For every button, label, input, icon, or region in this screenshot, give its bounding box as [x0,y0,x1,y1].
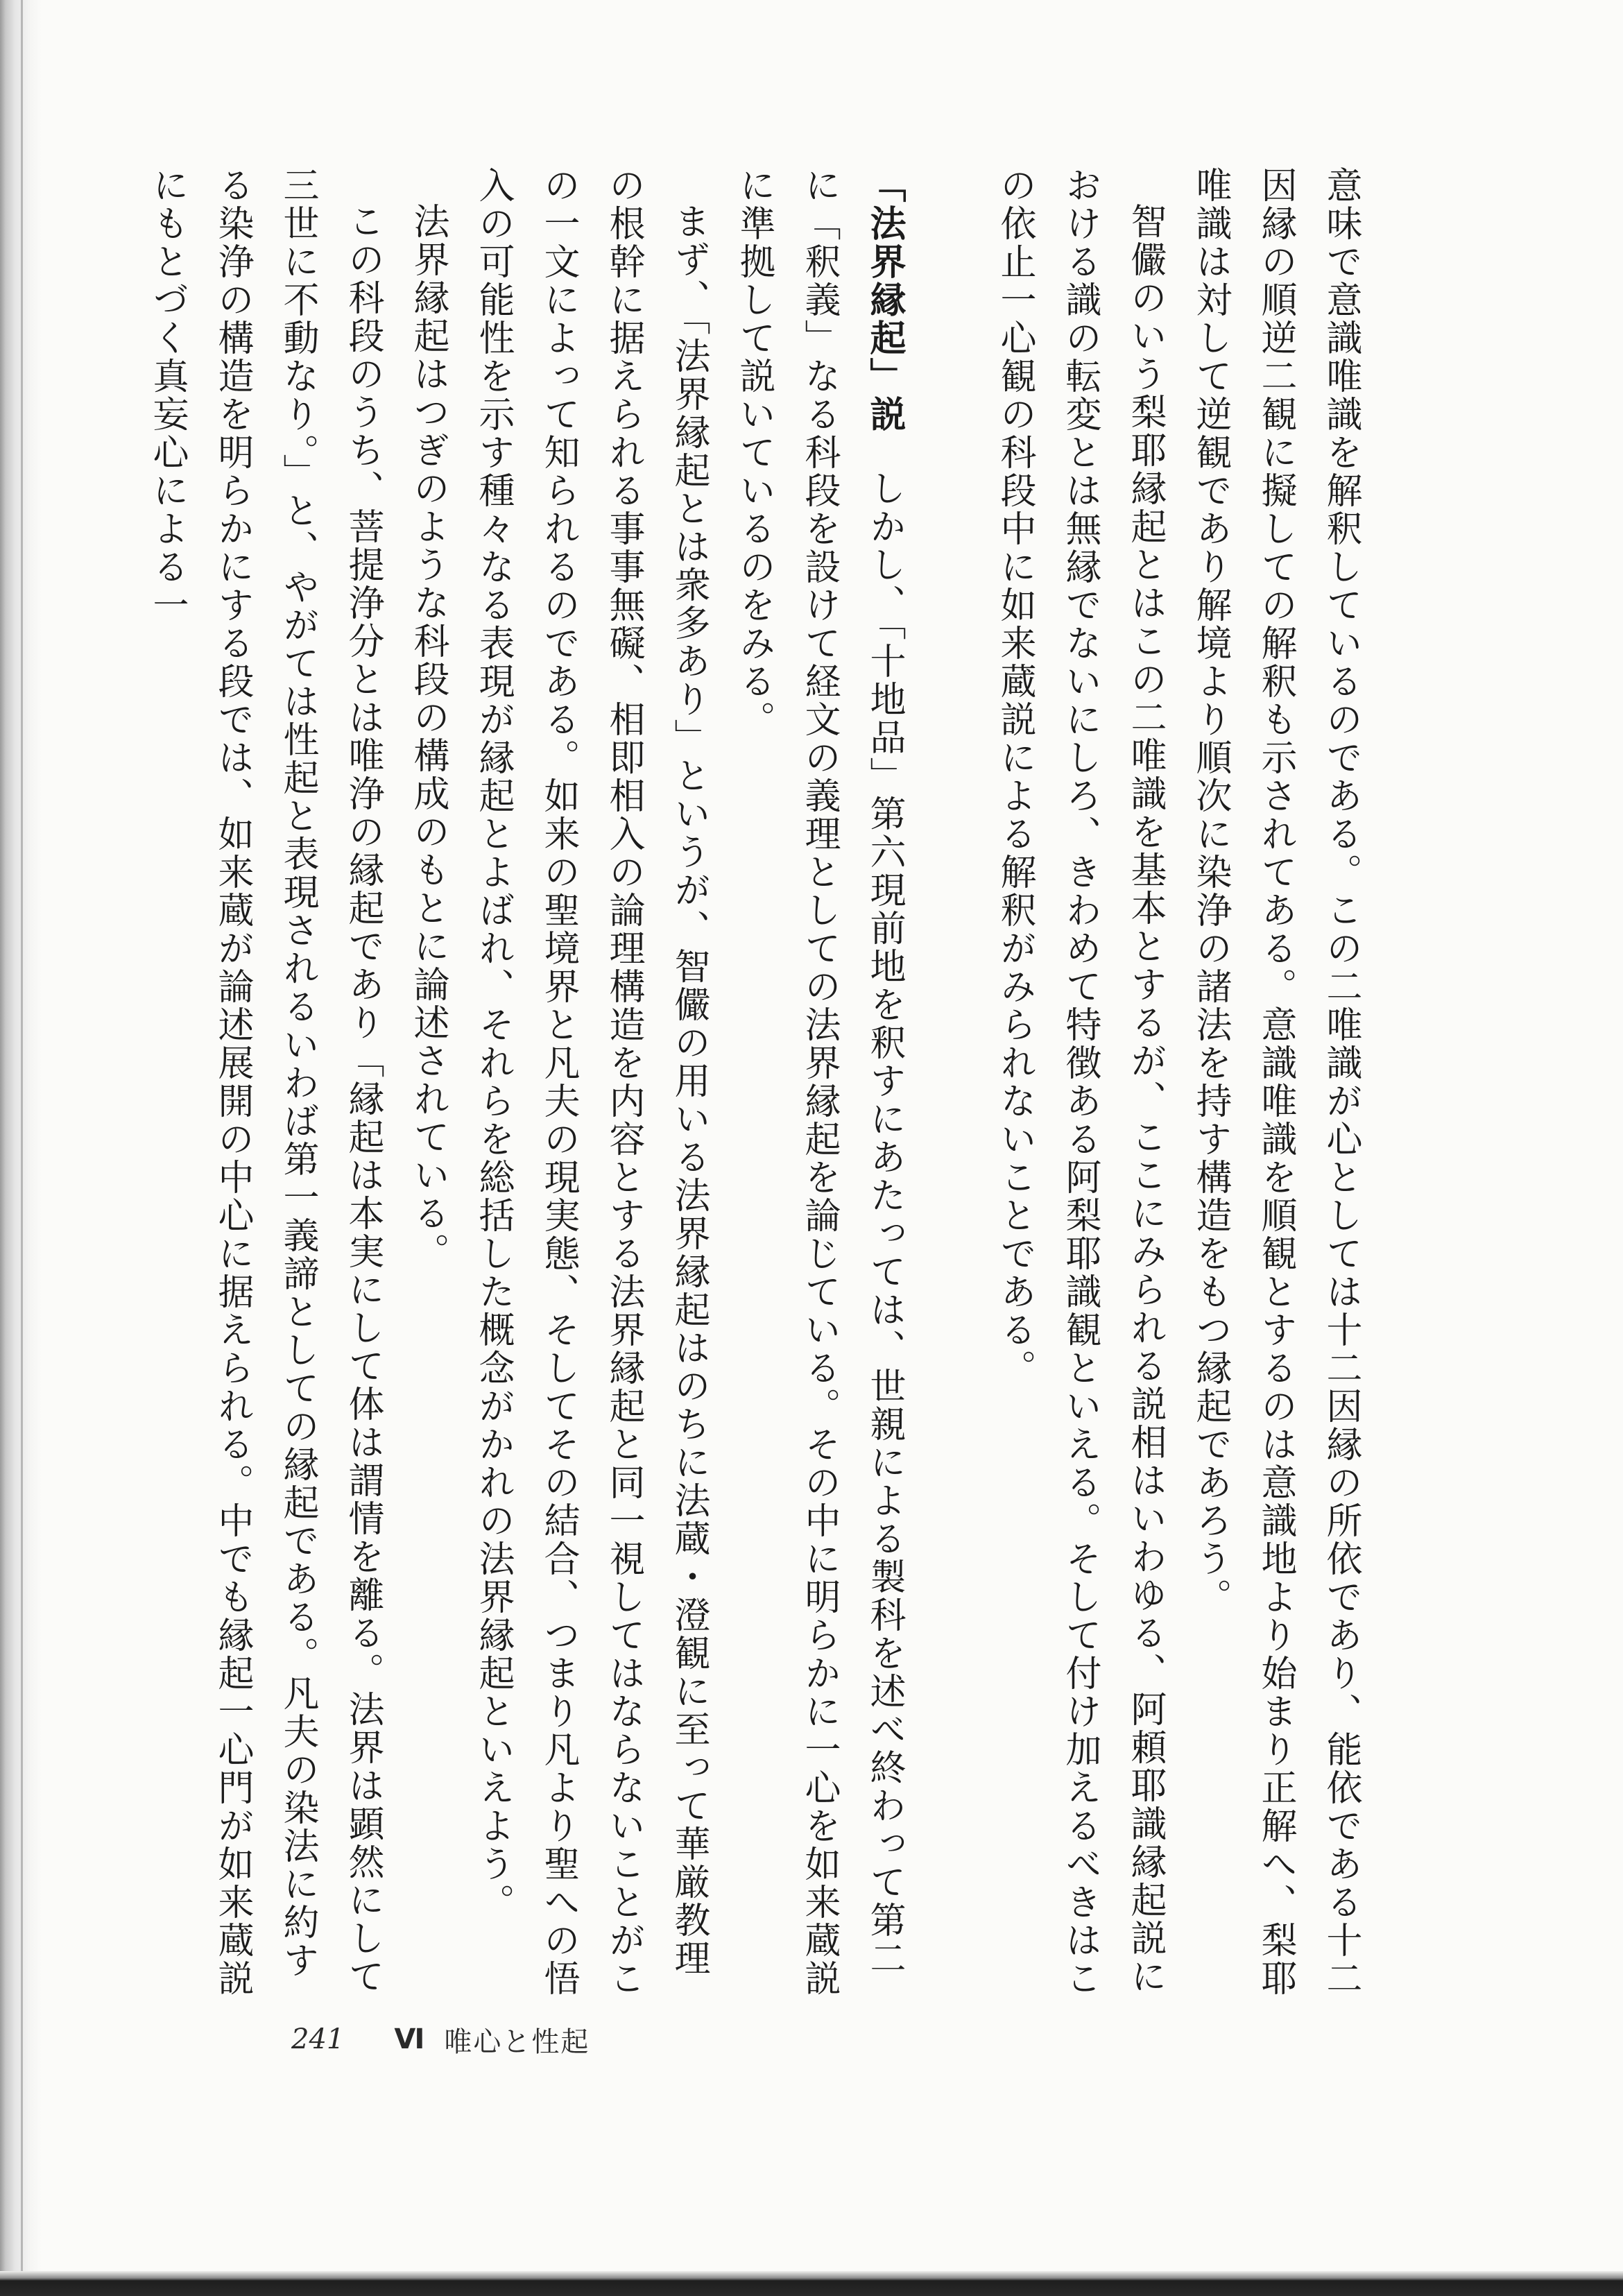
page-number: 241 [291,2023,345,2055]
blank-line [917,166,982,1998]
paragraph-1: 意味で意識唯識を解釈しているのである。この二唯識が心としては十二因縁の所依であり、能依である十二因縁の順逆二観に擬しての解釈も示されてある。意識唯識を順観とするのは意識地より始まり正解へ、梨耶唯識は対して逆観であり解境より順次に染浄の諸法を持す構造をもつ縁起であろう。 [1190,166,1362,1998]
section-paragraph [721,166,917,1998]
paragraph-4: 法界縁起はつぎのような科段の構成のもとに論述されている。 [407,203,449,1271]
scan-left-edge-line [21,0,23,2296]
chapter-title: 唯心と性起 [444,2025,590,2058]
paragraph-3: まず、「法界縁起とは衆多あり」というが、智儼の用いる法界縁起はのちに法蔵・澄観に至って華厳教理の根幹に据えられる事事無礙、相即相入の論理構造を内容とする法界縁起と同一視してはならないことがこの一文によって知られるのである。如来の聖境界と凡夫の現実態、そしてその結合、つまり凡より聖への悟入の可能性を示す種々なる表現が縁起とよばれ、それらを総括した概念がかれの法界縁起といえよう。 [472,166,710,1998]
scan-bottom-edge [0,2271,1623,2296]
chapter-number: Ⅵ [394,2023,425,2055]
vertical-text-body [146,166,1373,1998]
section-heading: 「法界縁起」説 [864,166,905,434]
paragraph-2: 智儼のいう梨耶縁起とはこの二唯識を基本とするが、ここにみられる説相はいわゆる、阿頼耶識縁起説における識の転変とは無縁でないにしろ、きわめて特徴ある阿梨耶識観といえる。そして付け加えるべきはこの依止一心観の科段中に如来蔵説による解釈がみられないことである。 [994,166,1166,1998]
paragraph-5: この科段のうち、菩提浄分とは唯浄の縁起であり「縁起は本実にして体は謂情を離る。法界は顕然にして三世に不動なり。」と、やがては性起と表現されるいわば第一義諦としての縁起である。凡夫の染法に約する染浄の構造を明らかにする段では、如来蔵が論述展開の中心に据えられる。中でも縁起一心門が如来蔵説にもとづく真妄心による一 [146,166,384,1998]
section-body: しかし、「十地品」第六現前地を釈すにあたっては、世親による製科を述べ終わって第二に「釈義」なる科段を設けて経文の義理としての法界縁起を論じている。その中に明らかに一心を如来蔵説に準拠して説いているのをみる。 [733,166,905,1998]
page-footer [291,2019,590,2060]
